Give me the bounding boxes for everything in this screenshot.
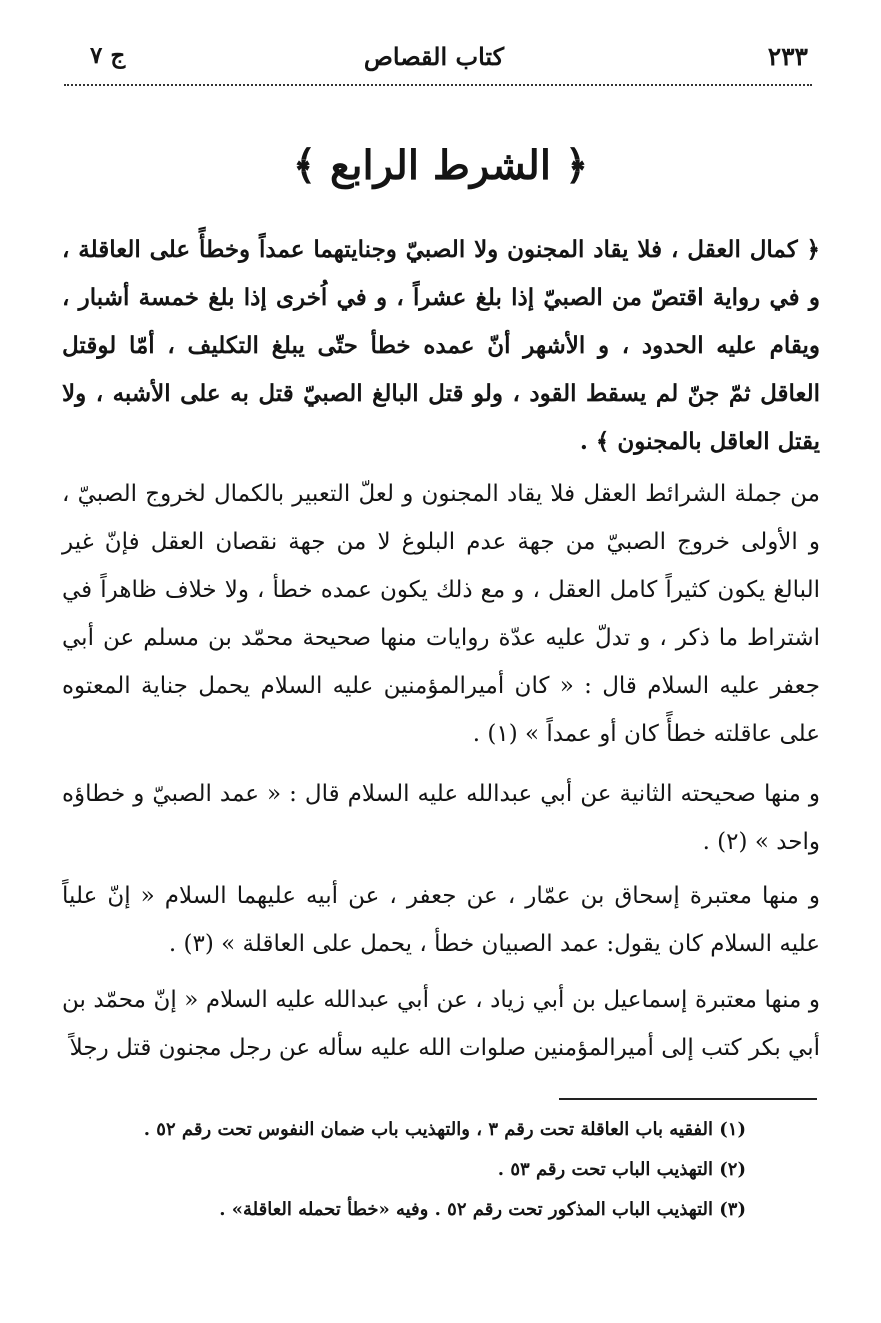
commentary-paragraph: و منها معتبرة إسماعيل بن أبي زياد ، عن أبي عبدالله عليه السلام « إنّ محمّد بن أبي بكر كتب إلى أميرالمؤمنين صلوات الله عليه سأله عن رجل مجنون قتل رجلاً — [62, 987, 820, 1061]
commentary-paragraph: و منها صحيحته الثانية عن أبي عبدالله عليه السلام قال : « عمد الصبيّ و خطاؤه واحد » (٢) . — [62, 781, 820, 855]
footnote-separator — [559, 1098, 817, 1100]
footnotes — [62, 1110, 746, 1230]
running-header — [60, 42, 808, 82]
matn-paragraph: ﴿ كمال العقل ، فلا يقاد المجنون ولا الصبيّ وجنايتهما عمداً وخطأً على العاقلة ، و في رواية اقتصّ من الصبيّ إذا بلغ عشراً ، و في اُخرى إذا بلغ خمسة أشبار ، ويقام عليه الحدود ، و الأشهر أنّ عمده خطأ حتّى يبلغ التكليف ، أمّا لوقتل العاقل ثمّ جنّ لم يسقط القود ، ولو قتل البالغ الصبيّ قتل به على الأشبه ، ولا يقتل العاقل بالمجنون ﴾ . — [62, 236, 820, 455]
commentary-paragraph: و منها معتبرة إسحاق بن عمّار ، عن جعفر ، عن أبيه عليهما السلام « إنّ علياً عليه السلام كان يقول: عمد الصبيان خطأ ، يحمل على العاقلة » (٣) . — [62, 883, 820, 957]
footnote-item: (١) الفقيه باب العاقلة تحت رقم ٣ ، والتهذيب باب ضمان النفوس تحت رقم ٥٢ . — [143, 1119, 746, 1140]
section-heading: ﴿ الشرط الرابع ﴾ — [292, 142, 589, 189]
header-dotted-rule — [64, 84, 812, 86]
footnote-item: (٣) التهذيب الباب المذكور تحت رقم ٥٢ . وفيه «خطأ تحمله العاقلة» . — [219, 1199, 746, 1220]
footnote-item: (٢) التهذيب الباب تحت رقم ٥٣ . — [497, 1159, 746, 1180]
page-number: ٢٣٣ — [767, 42, 808, 71]
volume-label: ج ٧ — [90, 42, 126, 69]
book-title: كتاب القصاص — [363, 42, 505, 71]
commentary-paragraph: من جملة الشرائط العقل فلا يقاد المجنون و لعلّ التعبير بالكمال لخروج الصبيّ ، و الأولى خروج الصبيّ من جهة عدم البلوغ لا من جهة نقصان العقل فإنّ غير البالغ يكون كثيراً كامل العقل ، و مع ذلك يكون عمده خطأ ، ولا خلاف ظاهراً في اشتراط ما ذكر ، و تدلّ عليه عدّة روايات منها صحيحة محمّد بن مسلم عن أبي جعفر عليه السلام قال : « كان أميرالمؤمنين عليه السلام يحمل جناية المعتوه على عاقلته خطأً كان أو عمداً » (١) . — [62, 481, 820, 747]
